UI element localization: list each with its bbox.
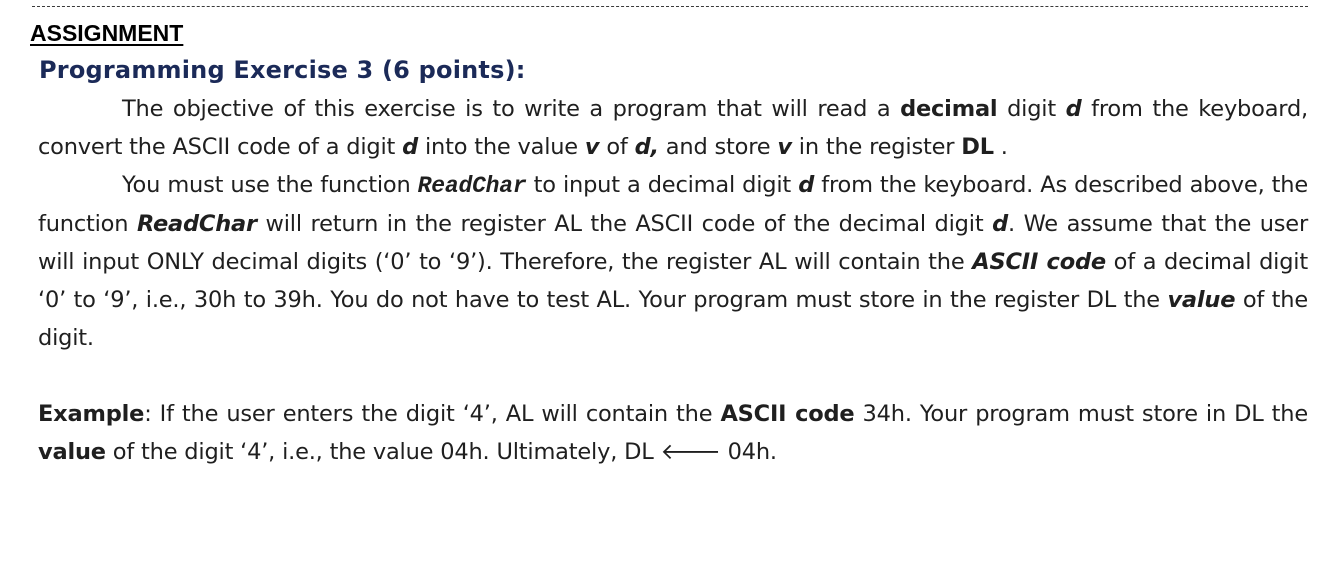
- example-label: Example: [38, 401, 145, 427]
- text-run: digit: [997, 96, 1066, 122]
- emphasis-ascii-code: ASCII code: [972, 249, 1106, 275]
- text-run: from the keyboard, convert the ASCII code of a digit: [38, 96, 1308, 160]
- text-run: 04h.: [720, 439, 777, 465]
- text-run: of the digit.: [38, 287, 1308, 351]
- code-readchar: ReadChar: [417, 173, 527, 199]
- text-run: into the value: [418, 134, 585, 160]
- text-run: of a decimal digit ‘0’ to ‘9’, i.e., 30h to 39h. You do not have to test AL. Your program must store in the register DL the: [38, 249, 1308, 313]
- emphasis-v: v: [777, 134, 792, 160]
- text-run: from the keyboard. As described above, the function: [38, 172, 1308, 237]
- text-run: .: [993, 134, 1008, 160]
- emphasis-d: d,: [634, 134, 659, 160]
- assignment-heading: ASSIGNMENT: [30, 20, 184, 46]
- emphasis-decimal: decimal: [900, 96, 998, 122]
- emphasis-d: d: [1065, 96, 1082, 122]
- text-run: The objective of this exercise is to write a program that will read a: [122, 96, 901, 122]
- text-run: You must use the function: [122, 172, 418, 198]
- paragraph-spacer: [38, 357, 1308, 395]
- assignment-body: [38, 90, 1308, 471]
- text-run: 34h. Your program must store in DL the: [854, 401, 1308, 427]
- text-run: of the digit ‘4’, i.e., the value 04h. Ultimately, DL: [105, 439, 661, 465]
- emphasis-value: value: [38, 439, 106, 465]
- exercise-title: Programming Exercise 3 (6 points):: [39, 56, 526, 84]
- top-dashed-rule: [32, 6, 1308, 7]
- emphasis-d: d: [798, 172, 815, 198]
- emphasis-v: v: [584, 134, 600, 160]
- text-run: and store: [658, 134, 778, 160]
- paragraph-objective: [38, 90, 1308, 166]
- emphasis-value: value: [1167, 287, 1236, 313]
- emphasis-d: d: [992, 211, 1008, 237]
- emphasis-d: d: [402, 134, 419, 160]
- emphasis-dl: DL: [961, 134, 994, 160]
- text-run: : If the user enters the digit ‘4’, AL will contain the: [144, 401, 721, 427]
- text-run: of: [599, 134, 635, 160]
- text-run: in the register: [791, 134, 962, 160]
- text-run: . We assume that the user will input ONLY decimal digits (‘0’ to ‘9’). Therefore, the register AL will contain the: [38, 211, 1309, 275]
- left-arrow-icon: 🡐: [660, 439, 721, 465]
- text-run: will return in the register AL the ASCII code of the decimal digit: [256, 211, 993, 237]
- emphasis-ascii-code: ASCII code: [720, 401, 855, 427]
- emphasis-readchar: ReadChar: [136, 211, 257, 237]
- text-run: to input a decimal digit: [526, 172, 799, 198]
- paragraph-example: [38, 395, 1308, 471]
- paragraph-readchar: [38, 166, 1308, 357]
